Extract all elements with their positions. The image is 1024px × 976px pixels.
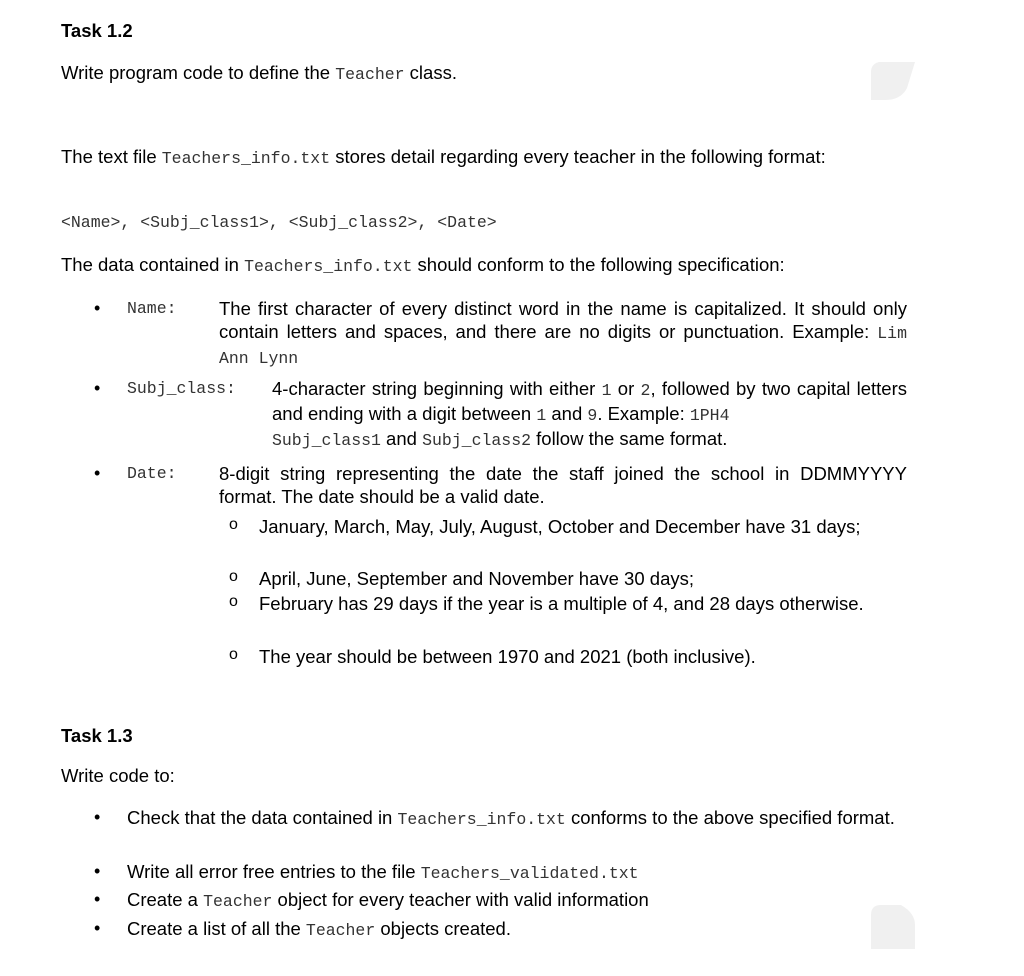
file-description: The text file Teachers_info.txt stores detail regarding every teacher in the following format: [61,146,826,168]
date-description: 8-digit string representing the date the staff joined the school in DDMMYYYY format. The date should be a valid date. [219,463,907,507]
task-1-2-heading: Task 1.2 [61,20,133,41]
name-description: The first character of every distinct word in the name is capitalized. It should only contain letters and spaces, and there are no digits or punctuation. Example: Lim Ann Lynn [219,298,907,368]
format-line: <Name>, <Subj_class1>, <Subj_class2>, <Date> [61,213,497,232]
decorative-mark-top [871,62,915,100]
subj-class-description: 4-character string beginning with either 1 or 2, followed by two capital letters and ending with a digit between 1 and 9. Example: 1PH4 Subj_class1 and Subj_class2 follow the same format. [272,378,908,450]
spec-intro: The data contained in Teachers_info.txt should conform to the following specification: [61,254,785,276]
decorative-mark-bottom [871,905,915,949]
spec-item-date: • Date: 8-digit string representing the date the staff joined the school in DDMMYYYY format. The date should be a valid date. [94,463,907,507]
task-1-3-intro: Write code to: [61,765,175,786]
spec-item-name: • Name: The first character of every distinct word in the name is capitalized. It should only contain letters and spaces, and there are no digits or punctuation. Example: Lim Ann Lynn [94,298,907,368]
spec-item-subj-class: • Subj_class: 4-character string beginning with either 1 or 2, followed by two capital letters and ending with a digit between 1 and 9. Example: 1PH4 Subj_class1 and Subj_class2 follow the same format. [94,378,908,450]
task-1-3-heading: Task 1.3 [61,725,133,746]
task-1-3-bullet-check: • Check that the data contained in Teachers_info.txt conforms to the above specified format. [94,807,895,829]
task-1-2-instruction: Write program code to define the Teacher class. [61,62,457,84]
